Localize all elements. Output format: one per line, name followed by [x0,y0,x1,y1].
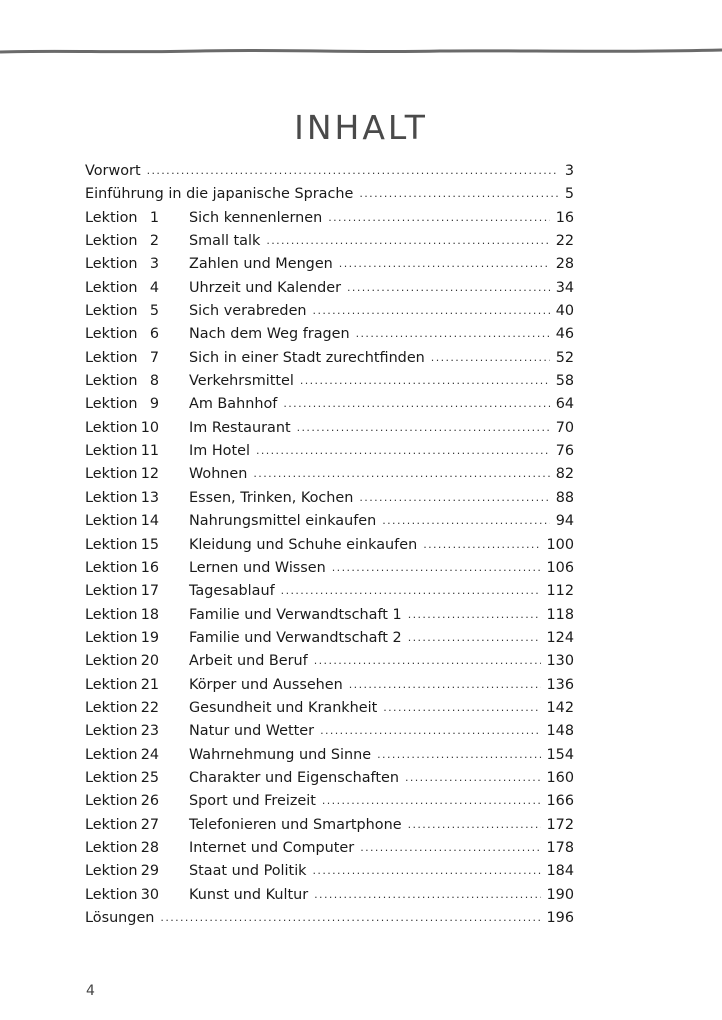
lesson-word: Lektion [85,839,138,856]
lesson-number: 26 [140,793,159,810]
lesson-number: 14 [140,513,159,530]
leader-dots [359,486,549,509]
toc-row-lektion-25[interactable] [85,767,574,790]
lesson-word: Lektion [85,653,138,670]
toc-entry-title: Small talk [189,233,261,250]
lesson-number: 18 [140,606,159,623]
lesson-number: 19 [140,629,159,646]
toc-page-number: 112 [546,583,574,600]
leader-dots [332,556,541,579]
toc-row-lektion-4[interactable] [85,277,574,300]
lesson-number: 24 [140,746,159,763]
leader-dots [408,603,541,626]
lesson-number: 8 [149,373,159,390]
leader-dots [300,369,550,392]
lesson-word: Lektion [85,396,138,413]
leader-dots [313,859,541,882]
toc-page-number: 52 [555,349,574,366]
toc-page-number: 124 [546,629,574,646]
lesson-label [85,767,189,790]
lesson-number: 27 [140,816,159,833]
lesson-label [85,837,189,860]
lesson-number: 30 [140,886,159,903]
lesson-label [85,300,189,323]
lesson-number: 16 [140,559,159,576]
lesson-number: 2 [149,233,159,250]
toc-entry-title: Charakter und Eigenschaften [189,769,399,786]
toc-row-lektion-14[interactable] [85,510,574,533]
toc-entry-title: Familie und Verwandtschaft 2 [189,629,402,646]
lesson-word: Lektion [85,209,138,226]
lesson-label [85,814,189,837]
lesson-word: Lektion [85,279,138,296]
leader-dots [423,533,540,556]
lesson-label [85,417,189,440]
toc-page-number: 34 [555,279,574,296]
table-of-contents [85,160,574,930]
lesson-label [85,627,189,650]
lesson-label [85,487,189,510]
lesson-label [85,580,189,603]
leader-dots [347,276,550,299]
toc-entry-title: Staat und Politik [189,863,307,880]
lesson-word: Lektion [85,326,138,343]
toc-row-lektion-11[interactable] [85,440,574,463]
toc-entry-title: Natur und Wetter [189,723,315,740]
lesson-number: 29 [140,863,159,880]
lesson-number: 12 [140,466,159,483]
top-rule [0,44,722,58]
leader-dots [313,299,550,322]
lesson-number: 4 [149,279,159,296]
lesson-word: Lektion [85,466,138,483]
toc-row-lektion-8[interactable] [85,370,574,393]
toc-row-lektion-3[interactable] [85,253,574,276]
lesson-word: Lektion [85,373,138,390]
leader-dots [349,673,541,696]
page-title: INHALT [294,108,428,147]
toc-entry-title: Kleidung und Schuhe einkaufen [189,536,418,553]
leader-dots [408,626,541,649]
lesson-number: 22 [140,699,159,716]
lesson-word: Lektion [85,233,138,250]
lesson-word: Lektion [85,419,138,436]
lesson-number: 25 [140,769,159,786]
toc-entry-title: Nach dem Weg fragen [189,326,350,343]
toc-row-lektion-24[interactable] [85,744,574,767]
lesson-word: Lektion [85,349,138,366]
toc-page-number: 154 [546,746,574,763]
toc-page-number: 82 [555,466,574,483]
toc-row-loesungen[interactable] [85,907,574,930]
toc-page-number: 148 [546,723,574,740]
lesson-word: Lektion [85,536,138,553]
leader-dots [356,322,550,345]
toc-entry-title: Sich in einer Stadt zurechtfinden [189,349,425,366]
toc-entry-title: Kunst und Kultur [189,886,309,903]
lesson-label [85,720,189,743]
lesson-number: 28 [140,839,159,856]
leader-dots [314,649,541,672]
page-number: 4 [86,983,95,999]
toc-row-lektion-30[interactable] [85,884,574,907]
toc-row-lektion-6[interactable] [85,323,574,346]
toc-row-lektion-20[interactable] [85,650,574,673]
toc-entry-title: Am Bahnhof [189,396,278,413]
toc-page-number: 28 [555,256,574,273]
leader-dots [297,416,550,439]
lesson-label [85,860,189,883]
toc-row-lektion-19[interactable] [85,627,574,650]
toc-row-lektion-1[interactable] [85,207,574,230]
lesson-word: Lektion [85,816,138,833]
toc-row-vorwort[interactable] [85,160,574,183]
lesson-word: Lektion [85,489,138,506]
lesson-word: Lektion [85,583,138,600]
lesson-number: 7 [149,349,159,366]
toc-page-number: 130 [546,653,574,670]
toc-row-lektion-26[interactable] [85,790,574,813]
toc-row-lektion-17[interactable] [85,580,574,603]
toc-row-einfuehrung[interactable] [85,183,574,206]
toc-row-lektion-5[interactable] [85,300,574,323]
leader-dots [320,719,540,742]
toc-page-number: 136 [546,676,574,693]
toc-entry-title: Essen, Trinken, Kochen [189,489,354,506]
toc-page-number: 184 [546,863,574,880]
lesson-word: Lektion [85,606,138,623]
toc-page-number: 94 [555,513,574,530]
lesson-label [85,604,189,627]
lesson-word: Lektion [85,863,138,880]
toc-entry-title: Telefonieren und Smartphone [189,816,402,833]
lesson-word: Lektion [85,746,138,763]
lesson-number: 15 [140,536,159,553]
lesson-label [85,534,189,557]
lesson-number: 20 [140,653,159,670]
toc-page-number: 40 [555,303,574,320]
toc-page-number: 22 [555,233,574,250]
toc-page-number: 190 [546,886,574,903]
toc-page-number: 70 [555,419,574,436]
toc-page-number: 196 [546,910,574,926]
leader-dots [328,206,549,229]
lesson-word: Lektion [85,676,138,693]
toc-row-lektion-21[interactable] [85,674,574,697]
lesson-label [85,323,189,346]
toc-row-lektion-15[interactable] [85,534,574,557]
toc-page-number: 166 [546,793,574,810]
lesson-number: 10 [140,419,159,436]
lesson-word: Lektion [85,443,138,460]
leader-dots [377,743,540,766]
lesson-label [85,557,189,580]
lesson-label [85,674,189,697]
lesson-number: 23 [140,723,159,740]
lesson-word: Lektion [85,559,138,576]
lesson-label [85,697,189,720]
lesson-number: 9 [149,396,159,413]
leader-dots [322,789,541,812]
leader-dots [408,813,541,836]
leader-dots [283,392,549,415]
toc-entry-title: Internet und Computer [189,839,355,856]
toc-entry-title: Gesundheit und Krankheit [189,699,378,716]
lesson-label [85,510,189,533]
lesson-label [85,230,189,253]
toc-row-lektion-18[interactable] [85,604,574,627]
lesson-number: 17 [140,583,159,600]
lesson-number: 21 [140,676,159,693]
toc-page-number: 88 [555,489,574,506]
toc-page-number: 58 [555,373,574,390]
toc-entry-title: Lernen und Wissen [189,559,326,576]
toc-page-number: 106 [546,559,574,576]
toc-entry-title: Einführung in die japanische Sprache [85,186,354,203]
lesson-label [85,790,189,813]
lesson-label [85,744,189,767]
lesson-label [85,440,189,463]
lesson-word: Lektion [85,303,138,320]
leader-dots [266,229,549,252]
lesson-number: 1 [149,209,159,226]
toc-row-lektion-27[interactable] [85,814,574,837]
leader-dots [431,346,550,369]
lesson-word: Lektion [85,513,138,530]
lesson-word: Lektion [85,629,138,646]
toc-row-lektion-29[interactable] [85,860,574,883]
leader-dots [360,836,540,859]
toc-row-lektion-7[interactable] [85,347,574,370]
toc-entry-title: Wahrnehmung und Sinne [189,746,372,763]
toc-row-lektion-28[interactable] [85,837,574,860]
toc-entry-title: Zahlen und Mengen [189,256,333,273]
toc-page-number: 3 [564,163,574,179]
toc-row-lektion-13[interactable] [85,487,574,510]
leader-dots [147,159,559,182]
toc-entry-title: Sich verabreden [189,303,307,320]
lesson-label [85,393,189,416]
toc-entry-title: Wohnen [189,466,248,483]
lesson-word: Lektion [85,793,138,810]
toc-entry-title: Verkehrsmittel [189,373,294,390]
toc-page-number: 178 [546,839,574,856]
lesson-word: Lektion [85,769,138,786]
toc-row-lektion-16[interactable] [85,557,574,580]
leader-dots [253,462,549,485]
toc-page-number: 76 [555,443,574,460]
toc-entry-title: Sport und Freizeit [189,793,316,810]
lesson-number: 3 [149,256,159,273]
leader-dots [281,579,541,602]
toc-entry-title: Körper und Aussehen [189,676,343,693]
toc-page-number: 100 [546,536,574,553]
toc-row-lektion-10[interactable] [85,417,574,440]
toc-row-lektion-2[interactable] [85,230,574,253]
lesson-label [85,253,189,276]
toc-page-number: 172 [546,816,574,833]
leader-dots [405,766,541,789]
lesson-number: 11 [140,443,159,460]
leader-dots [160,906,540,929]
lesson-label [85,370,189,393]
toc-entry-title: Familie und Verwandtschaft 1 [189,606,402,623]
leader-dots [314,883,540,906]
toc-page-number: 46 [555,326,574,343]
lesson-label [85,884,189,907]
toc-page-number: 160 [546,769,574,786]
toc-row-lektion-12[interactable] [85,463,574,486]
toc-page-number: 16 [555,209,574,226]
toc-entry-title: Im Restaurant [189,419,291,436]
lesson-label [85,347,189,370]
leader-dots [339,252,550,275]
toc-entry-title: Sich kennenlernen [189,209,323,226]
leader-dots [383,696,540,719]
toc-entry-title: Tagesablauf [189,583,275,600]
toc-entry-title: Uhrzeit und Kalender [189,279,342,296]
toc-entry-title: Im Hotel [189,443,250,460]
toc-page-number: 118 [546,606,574,623]
lesson-word: Lektion [85,886,138,903]
lesson-number: 6 [149,326,159,343]
toc-entry-title: Lösungen [85,910,155,926]
lesson-label [85,277,189,300]
lesson-word: Lektion [85,723,138,740]
toc-page-number: 64 [555,396,574,413]
lesson-label [85,650,189,673]
lesson-label [85,207,189,230]
lesson-list [85,207,574,907]
toc-entry-title: Arbeit und Beruf [189,653,308,670]
leader-dots [359,182,558,205]
lesson-number: 13 [140,489,159,506]
lesson-word: Lektion [85,699,138,716]
toc-entry-title: Nahrungsmittel einkaufen [189,513,377,530]
toc-row-lektion-23[interactable] [85,720,574,743]
toc-row-lektion-22[interactable] [85,697,574,720]
lesson-word: Lektion [85,256,138,273]
leader-dots [256,439,550,462]
toc-entry-title: Vorwort [85,163,141,179]
lesson-number: 5 [149,303,159,320]
toc-page-number: 142 [546,699,574,716]
leader-dots [382,509,549,532]
lesson-label [85,463,189,486]
toc-row-lektion-9[interactable] [85,393,574,416]
toc-page-number: 5 [564,186,574,203]
